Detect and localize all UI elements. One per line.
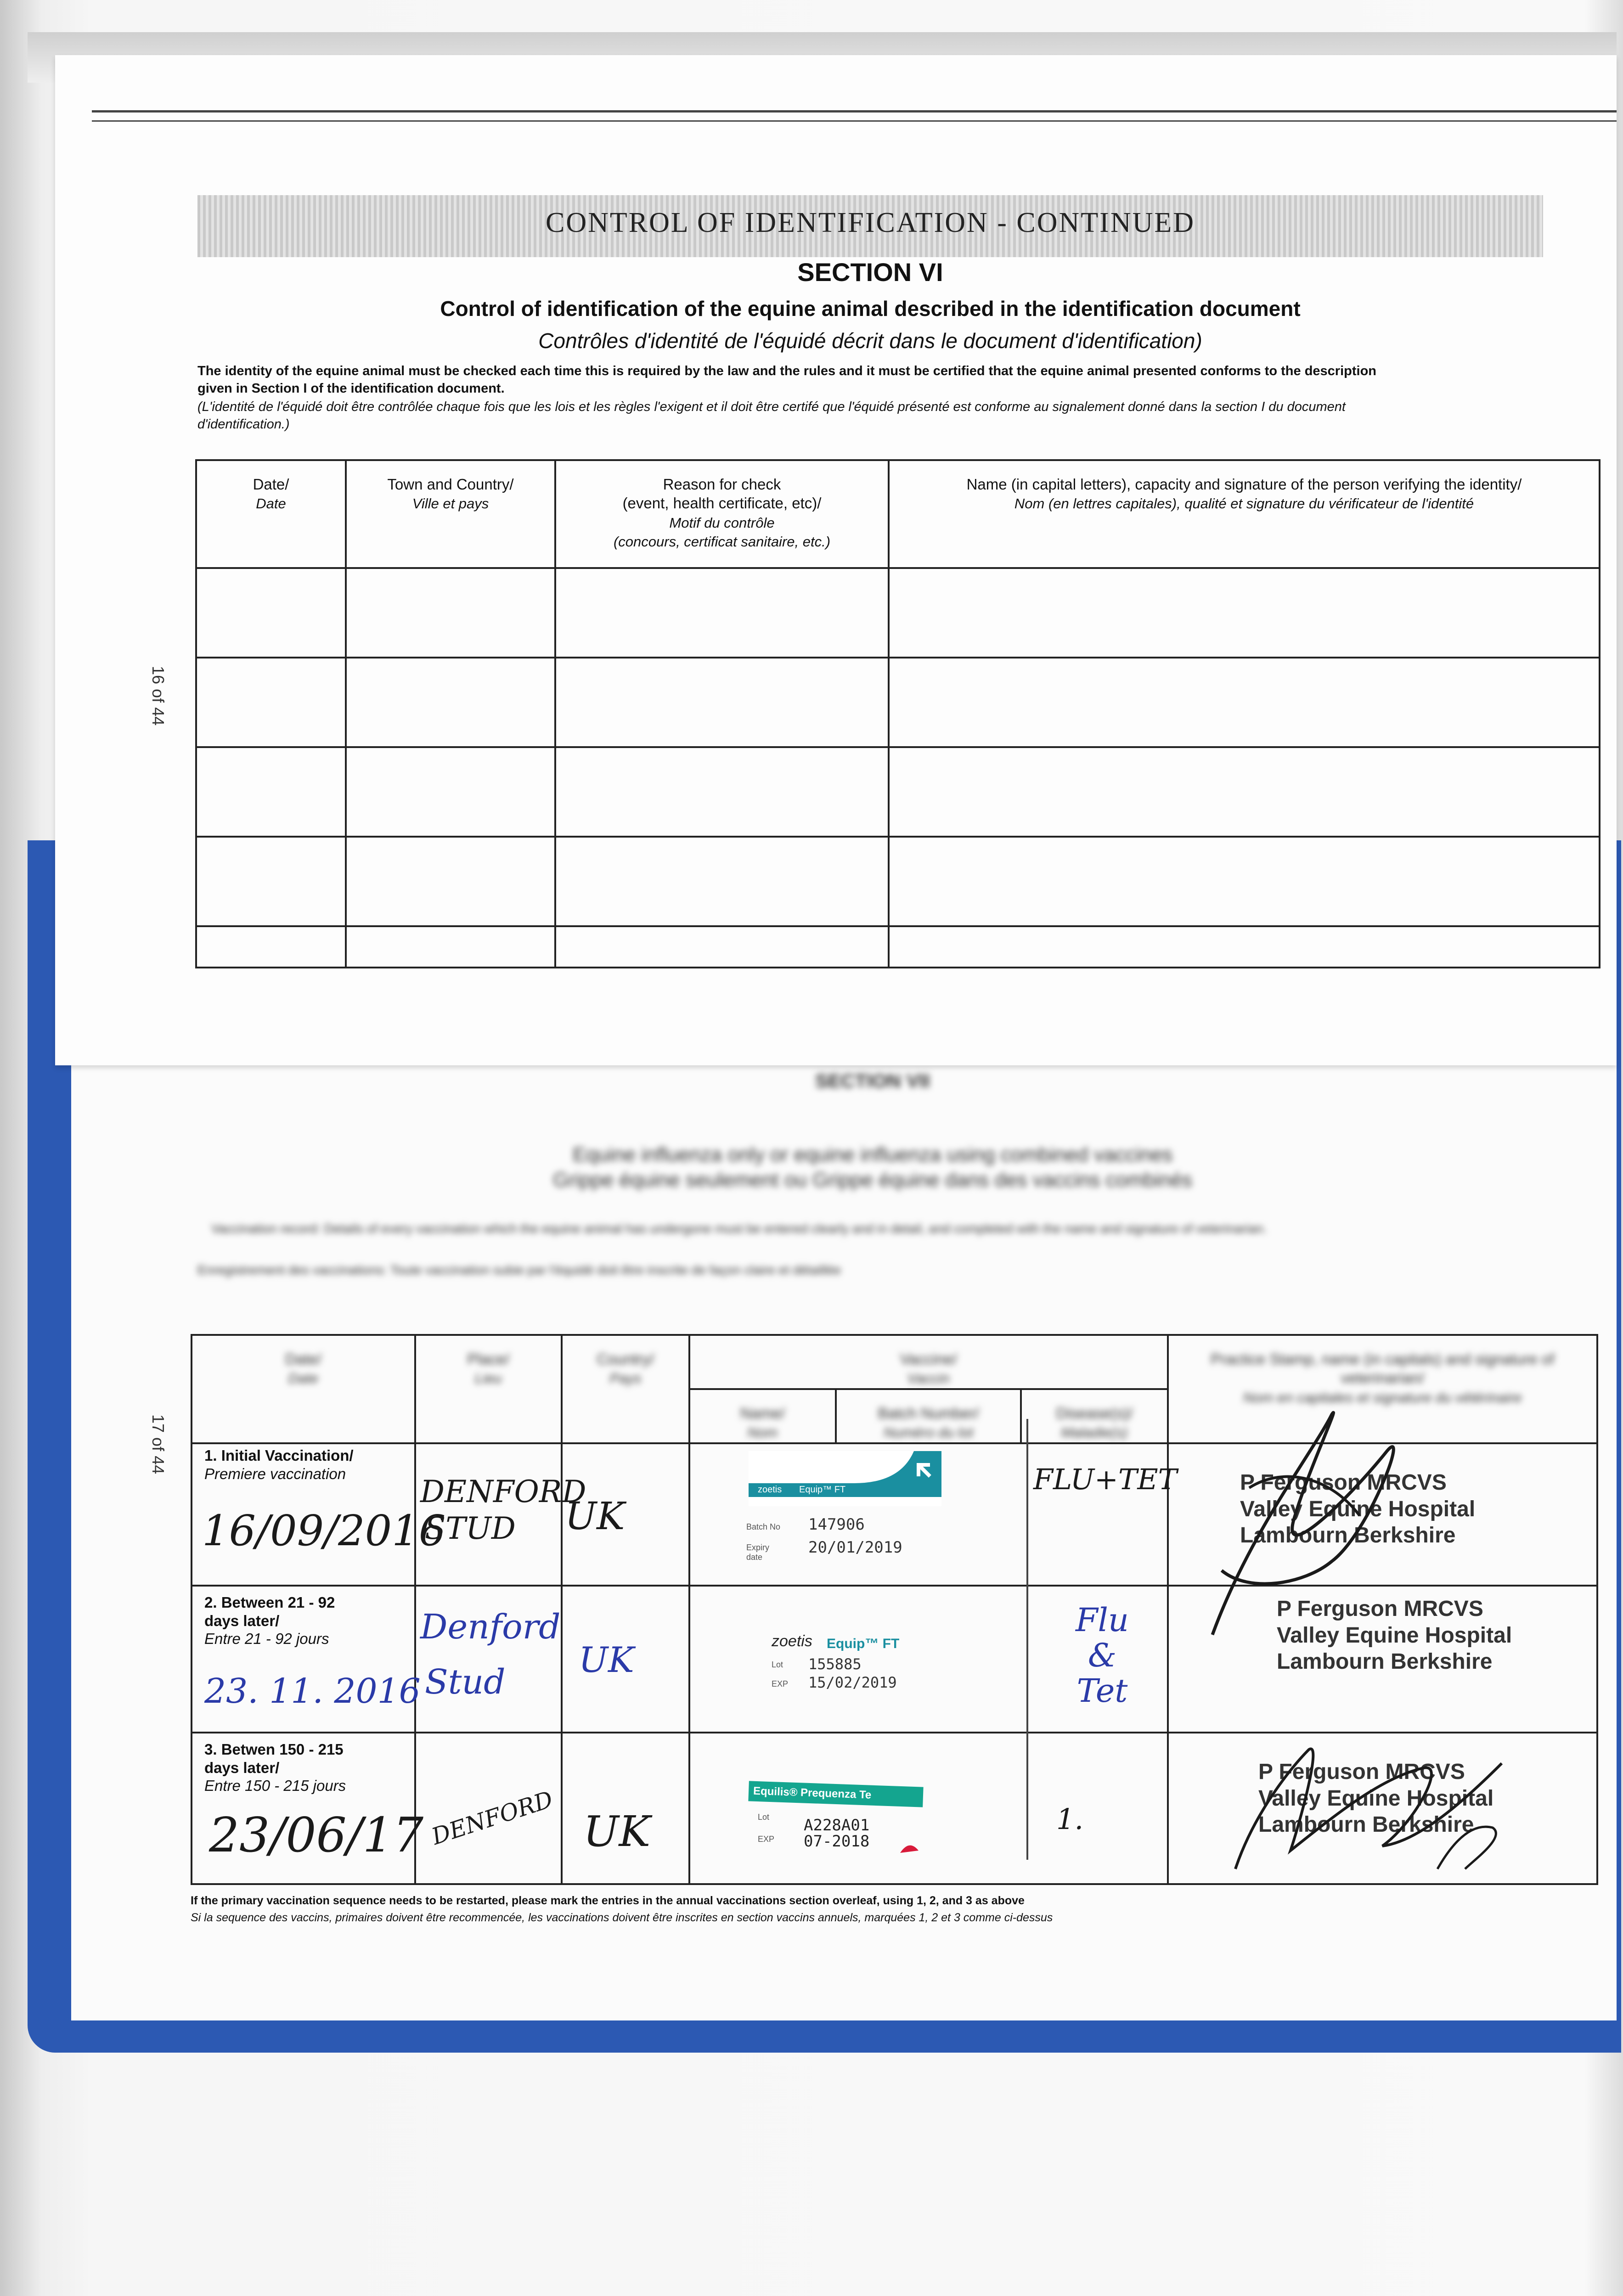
section-title-fr: Contrôles d'identité de l'équidé décrit dans le document d'identification) bbox=[538, 329, 1202, 353]
col-header-country: Country/ Pays bbox=[562, 1335, 689, 1443]
vet-signature bbox=[1217, 1731, 1538, 1883]
batch-number: 155885 bbox=[808, 1655, 862, 1673]
batch-label: Batch No bbox=[746, 1522, 781, 1531]
vet-stamp: P Ferguson MRCVS Valley Equine Hospital Lambourn Berkshire bbox=[1258, 1760, 1494, 1837]
expiry-date: 15/02/2019 bbox=[808, 1674, 897, 1691]
expiry-label: Expiry date bbox=[746, 1543, 770, 1562]
page-edge-line bbox=[92, 110, 1617, 113]
handwritten-disease: 1. bbox=[1056, 1802, 1084, 1836]
banner-title: CONTROL OF IDENTIFICATION - CONTINUED bbox=[545, 207, 1195, 238]
vet-stamp: P Ferguson MRCVS Valley Equine Hospital Lambourn Berkshire bbox=[1277, 1597, 1512, 1674]
sticker-brand: zoetis bbox=[758, 1485, 782, 1495]
zoetis-sticker-graphic bbox=[749, 1451, 941, 1506]
vet-stamp: P Ferguson MRCVS Valley Equine Hospital Lambourn Berkshire bbox=[1240, 1470, 1476, 1548]
col-header-date: Date/ Date bbox=[192, 1335, 415, 1443]
col-header-batch: Batch Number/ Numéro du lot bbox=[836, 1389, 1021, 1443]
handwritten-place: DENFORD bbox=[420, 1474, 586, 1509]
handwritten-date: 23. 11. 2016 bbox=[204, 1671, 421, 1711]
handwritten-country: UK bbox=[565, 1495, 625, 1538]
row-label-third: 3. Betwen 150 - 215 days later/ Entre 150 - 215 jours bbox=[204, 1741, 346, 1795]
blurred-intro-fr: Enregistrement des vaccinations: Toute vaccination subie par l'équidé doit être inscrite de façon claire et détaillée bbox=[197, 1263, 841, 1277]
handwritten-country: UK bbox=[579, 1639, 634, 1680]
handwritten-country: UK bbox=[583, 1807, 651, 1856]
table-row bbox=[196, 926, 1600, 968]
batch-number: A228A01 bbox=[804, 1816, 870, 1835]
batch-label: Lot bbox=[772, 1660, 783, 1669]
vet-signature bbox=[1194, 1396, 1433, 1653]
intro-fr-2: d'identification.) bbox=[197, 417, 290, 432]
col-header-town: Town and Country/ Ville et pays bbox=[346, 460, 555, 568]
intro-en-2: given in Section I of the identification document. bbox=[197, 381, 505, 396]
sticker-product: Equip™ FT bbox=[799, 1485, 846, 1495]
sticker-product: Equilis® Prequenza Te bbox=[748, 1781, 923, 1807]
footnote-en: If the primary vaccination sequence needs to be restarted, please mark the entries in the annual vaccinations section overleaf, using 1, 2, and 3 as above bbox=[191, 1894, 1025, 1907]
sticker-logo bbox=[900, 1839, 921, 1855]
vaccine-sticker bbox=[749, 1451, 941, 1506]
row-label-second: 2. Between 21 - 92 days later/ Entre 21 - 92 jours bbox=[204, 1594, 335, 1648]
table-row bbox=[196, 568, 1600, 658]
handwritten-date: 16/09/2016 bbox=[202, 1506, 446, 1555]
page-edge-line bbox=[92, 120, 1617, 122]
batch-number: 147906 bbox=[808, 1515, 865, 1534]
intro-en-1: The identity of the equine animal must be checked each time this is required by the law and the rules and it must be certified that the equine animal presented conforms to the description bbox=[197, 364, 1377, 378]
expiry-label: EXP bbox=[758, 1835, 775, 1844]
col-header-date: Date/ Date bbox=[196, 460, 346, 568]
blurred-title-fr: Grippe équine seulement ou Grippe équine dans des vaccins combinés bbox=[553, 1169, 1192, 1191]
section-title-en: Control of identification of the equine animal described in the identification document bbox=[440, 297, 1301, 321]
expiry-label: EXP bbox=[772, 1679, 789, 1688]
col-header-vet: Practice Stamp, name (in capitals) and signature of veterinarian/ Nom en capitales et signature du vétérinaire bbox=[1168, 1335, 1597, 1443]
col-header-disease: Disease(s)/ Maladie(s) bbox=[1021, 1389, 1167, 1443]
disease-divider bbox=[1026, 1419, 1028, 1860]
blurred-section: SECTION VII bbox=[815, 1070, 930, 1092]
identity-check-table bbox=[195, 459, 1600, 968]
sticker-brand: zoetis bbox=[772, 1632, 812, 1650]
handwritten-disease: FLU+TET bbox=[1033, 1463, 1177, 1496]
handwritten-disease: Flu & Tet bbox=[1075, 1601, 1129, 1710]
table-row bbox=[196, 837, 1600, 926]
vaccine-sticker bbox=[749, 1784, 923, 1862]
table-row bbox=[196, 747, 1600, 837]
table-row bbox=[196, 658, 1600, 747]
handwritten-date: 23/06/17 bbox=[209, 1807, 424, 1863]
blurred-title: Equine influenza only or equine influenza using combined vaccines bbox=[572, 1143, 1173, 1166]
col-header-verifier: Name (in capital letters), capacity and signature of the person verifying the identity/ Nom (en lettres capitales), qualité et signature du vérificateur de l'identité bbox=[889, 460, 1600, 568]
footnote-fr: Si la sequence des vaccins, primaires doivent être recommencée, les vaccinations doivent être inscrites en section vaccins annuels, marquées 1, 2 et 3 comme ci-dessus bbox=[191, 1911, 1053, 1924]
page-number: 16 of 44 bbox=[149, 666, 168, 726]
blurred-intro: Vaccination record: Details of every vaccination which the equine animal has undergone must be entered clearly and in detail, and completed with the name and signature of veterinarian. bbox=[211, 1221, 1267, 1236]
col-header-vaccine: Vaccine/ Vaccin bbox=[689, 1335, 1168, 1389]
col-header-name: Name/ Nom bbox=[689, 1389, 836, 1443]
intro-fr-1: (L'identité de l'équidé doit être contrôlée chaque fois que les lois et les règles l'exigent et il doit être certifé que l'équidé présenté est conforme au signalement donné dans la section I du document bbox=[197, 400, 1346, 414]
section-heading: SECTION VI bbox=[797, 258, 943, 287]
page-number: 17 of 44 bbox=[149, 1414, 168, 1474]
handwritten-place: STUD bbox=[425, 1511, 516, 1546]
handwritten-place: Denford bbox=[420, 1607, 561, 1647]
col-header-reason: Reason for check (event, health certificate, etc)/ Motif du contrôle (concours, certificat sanitaire, etc.) bbox=[555, 460, 889, 568]
col-header-place: Place/ Lieu bbox=[415, 1335, 562, 1443]
vaccine-sticker bbox=[772, 1628, 923, 1720]
expiry-date: 20/01/2019 bbox=[808, 1538, 902, 1557]
expiry-date: 07-2018 bbox=[804, 1832, 870, 1851]
row-label-initial: 1. Initial Vaccination/ Premiere vaccination bbox=[204, 1447, 354, 1482]
handwritten-place: DENFORD bbox=[428, 1786, 557, 1850]
batch-label: Lot bbox=[758, 1812, 770, 1822]
sticker-product: Equip™ FT bbox=[827, 1636, 900, 1651]
handwritten-place: Stud bbox=[425, 1662, 506, 1702]
